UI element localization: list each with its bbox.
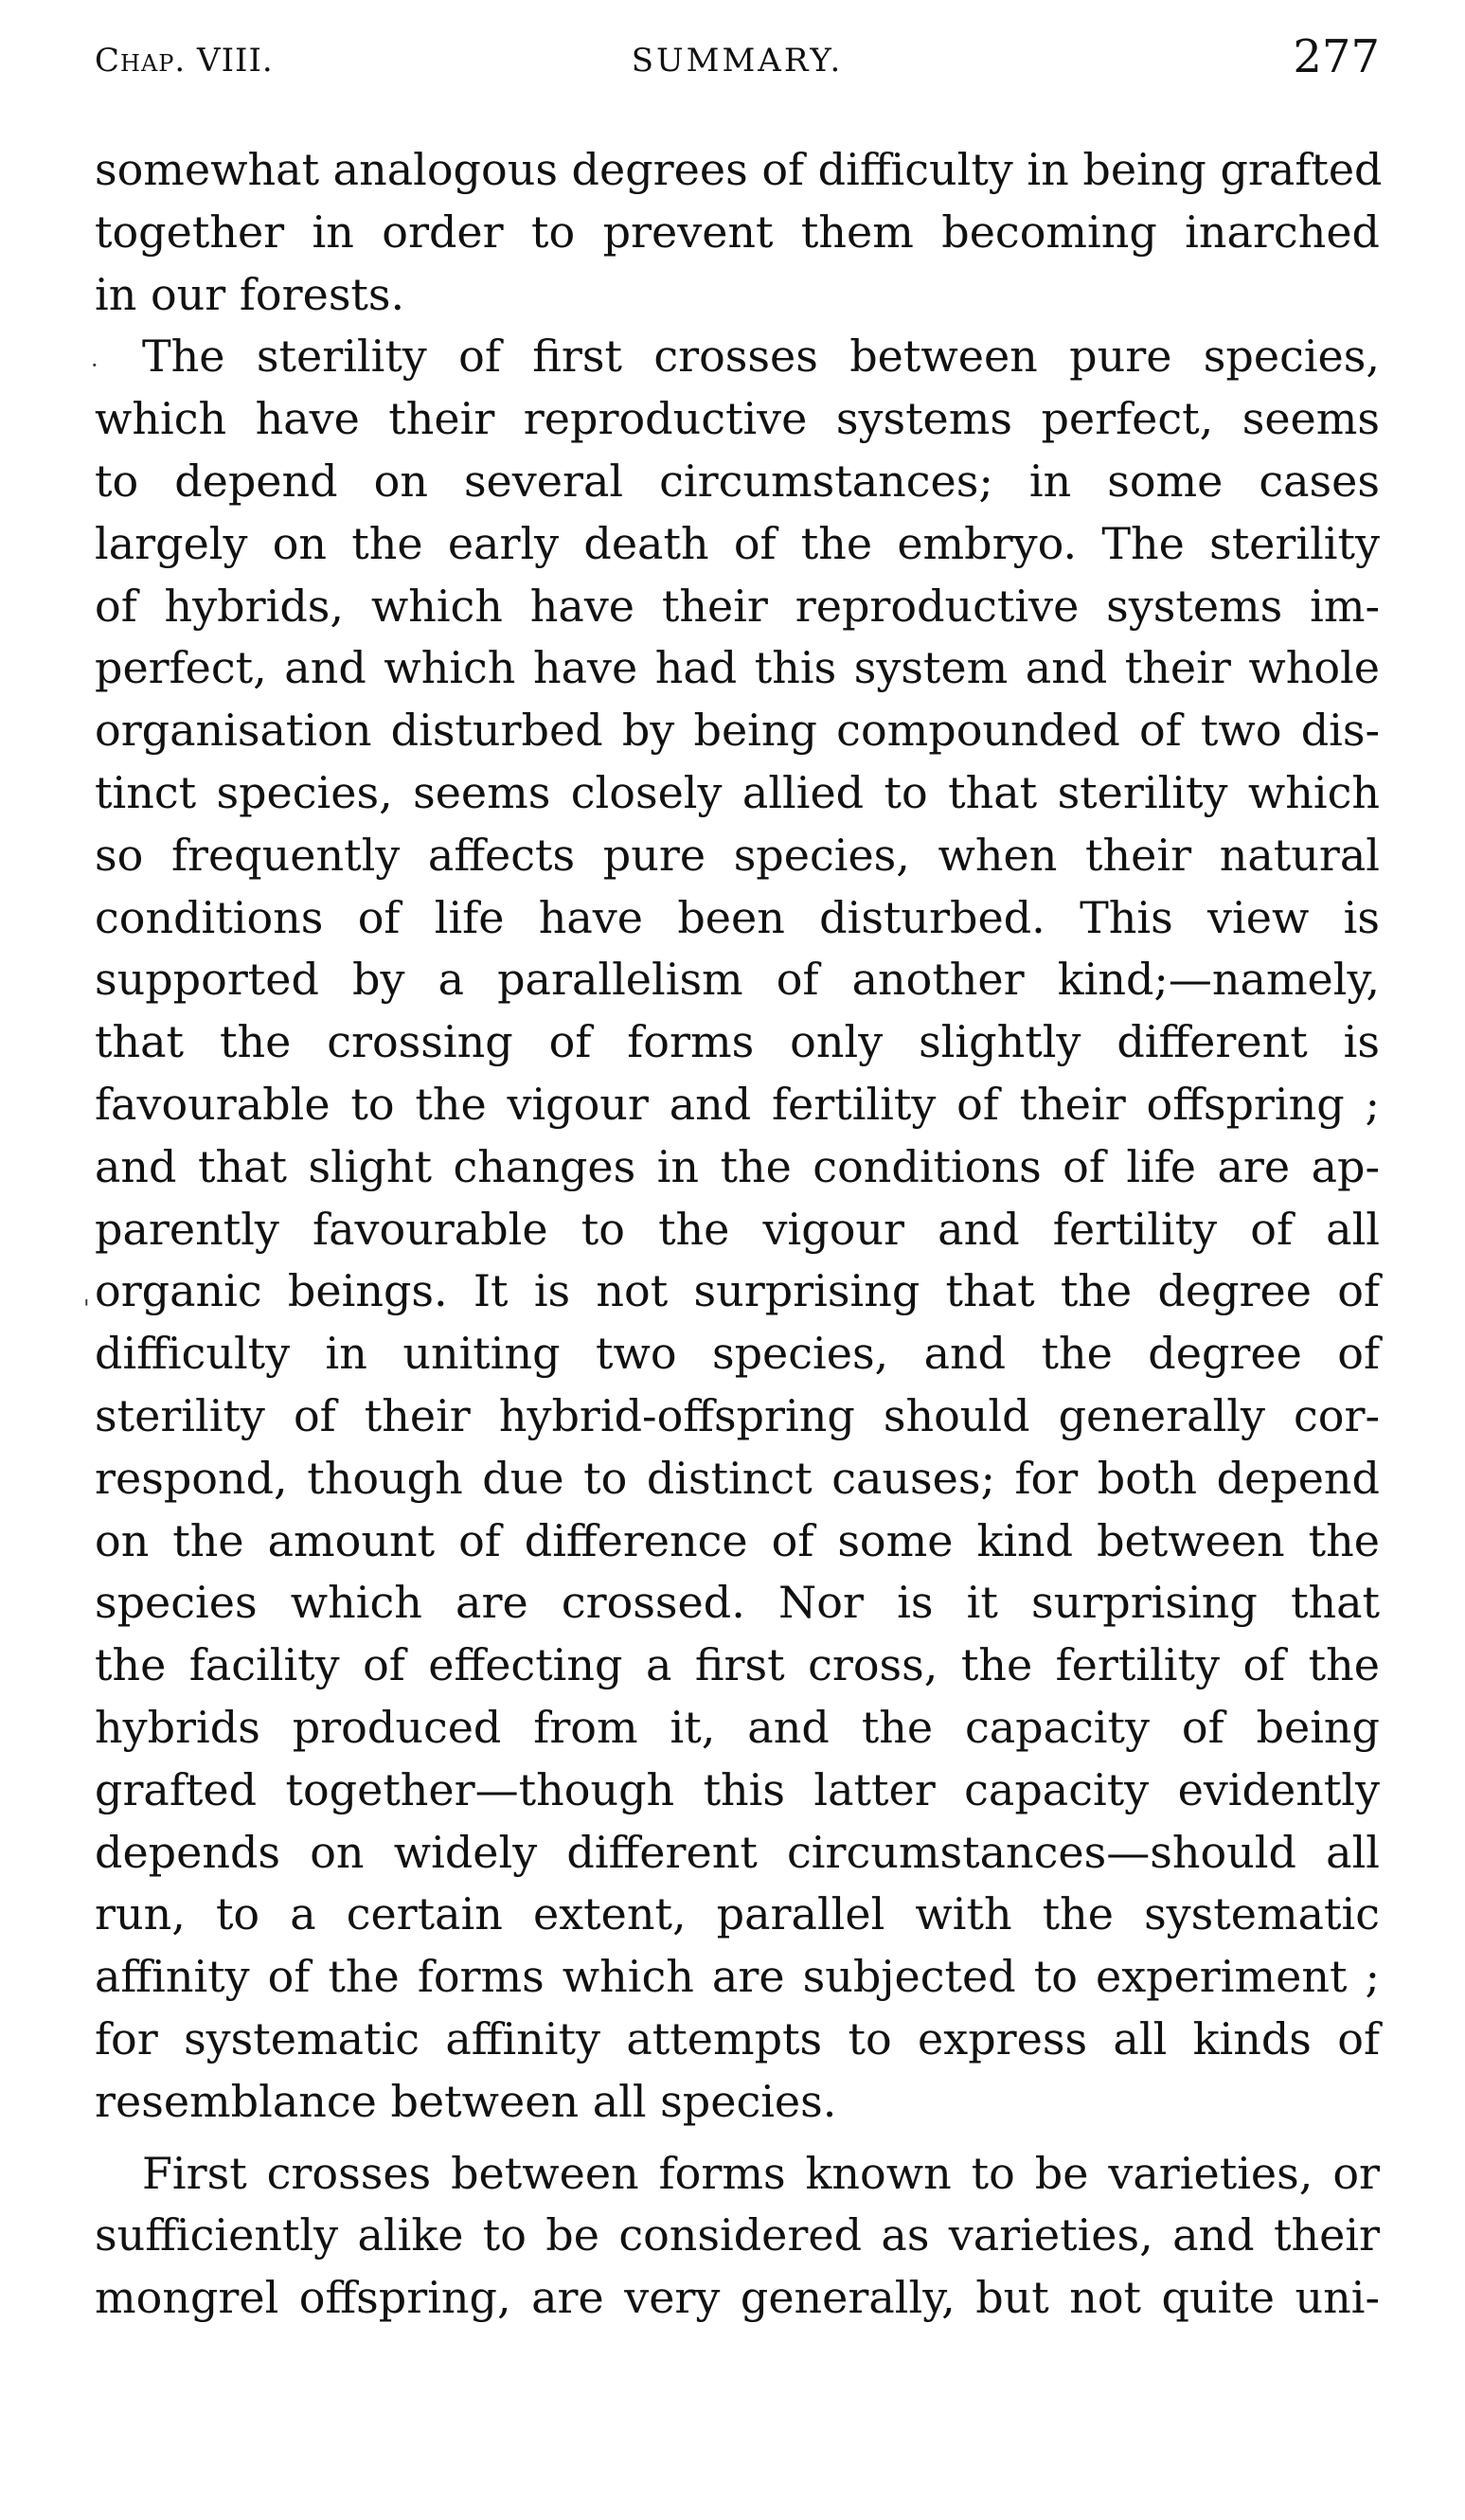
text-line: for systematic affinity attempts to express all kinds of [95,2012,1380,2064]
text-line: sufficiently alike to be considered as varieties, and their [95,2209,1380,2261]
page-number: 277 [1293,30,1380,83]
chapter-label: Chap. VIII. [95,42,274,80]
text-line: First crosses between forms known to be varieties, or [142,2147,1380,2199]
print-speck-mark: · [91,352,98,379]
text-line: perfect, and which have had this system and their whole [95,642,1380,694]
paragraph-2 [95,326,1380,2133]
text-line: in our forests. [95,268,405,320]
running-header [95,30,1380,97]
body-text [95,139,1383,2330]
text-line: depends on widely different circumstances—should all [95,1826,1380,1878]
text-line: grafted together—though this latter capacity evidently [95,1763,1380,1815]
text-line: parently favourable to the vigour and fertility of all [95,1203,1380,1255]
text-line: somewhat analogous degrees of difficulty in being grafted [95,144,1383,195]
text-line: hybrids produced from it, and the capacity of being [95,1701,1380,1753]
text-line: resemblance between all species. [95,2075,837,2127]
text-line: difficulty in uniting two species, and the degree of [95,1328,1380,1380]
text-line: affinity of the forms which are subjected to experiment ; [95,1951,1380,2003]
text-line: species which are crossed. Nor is it surprising that [95,1577,1380,1629]
text-line: of hybrids, which have their reproductive systems im- [95,580,1380,632]
text-line: mongrel offspring, are very generally, but not quite uni- [95,2272,1380,2324]
text-line: sterility of their hybrid-offspring should generally cor- [95,1389,1380,1441]
text-line: organisation disturbed by being compounded of two dis- [95,705,1380,757]
text-line: organic beings. It is not surprising that the degree of [95,1265,1380,1317]
text-line: supported by a parallelism of another kind;—namely, [95,954,1380,1006]
text-line: run, to a certain extent, parallel with the systematic [95,1888,1380,1940]
text-line: and that slight changes in the conditions of life are ap- [95,1140,1380,1192]
text-line: that the crossing of forms only slightly different is [95,1016,1380,1068]
text-line: respond, though due to distinct causes; for both depend [95,1452,1380,1504]
text-line: largely on the early death of the embryo. The sterility [95,517,1380,569]
text-line: on the amount of difference of some kind between the [95,1514,1380,1566]
text-line: The sterility of first crosses between pure species, [142,331,1380,383]
running-title: SUMMARY. [631,42,844,80]
text-line: favourable to the vigour and fertility of their offspring ; [95,1078,1380,1130]
text-line: which have their reproductive systems perfect, seems [95,393,1380,445]
text-line: so frequently affects pure species, when their natural [95,829,1380,881]
text-line: together in order to prevent them becoming inarched [95,206,1380,258]
paragraph-1 [95,139,1383,326]
text-line: to depend on several circumstances; in some cases [95,455,1380,507]
paragraph-3 [95,2143,1380,2330]
text-line: conditions of life have been disturbed. This view is [95,891,1380,943]
text-line: the facility of effecting a first cross, the fertility of the [95,1639,1380,1691]
text-line: tinct species, seems closely allied to that sterility which [95,766,1380,818]
print-speck-mark: ' [83,1296,90,1322]
